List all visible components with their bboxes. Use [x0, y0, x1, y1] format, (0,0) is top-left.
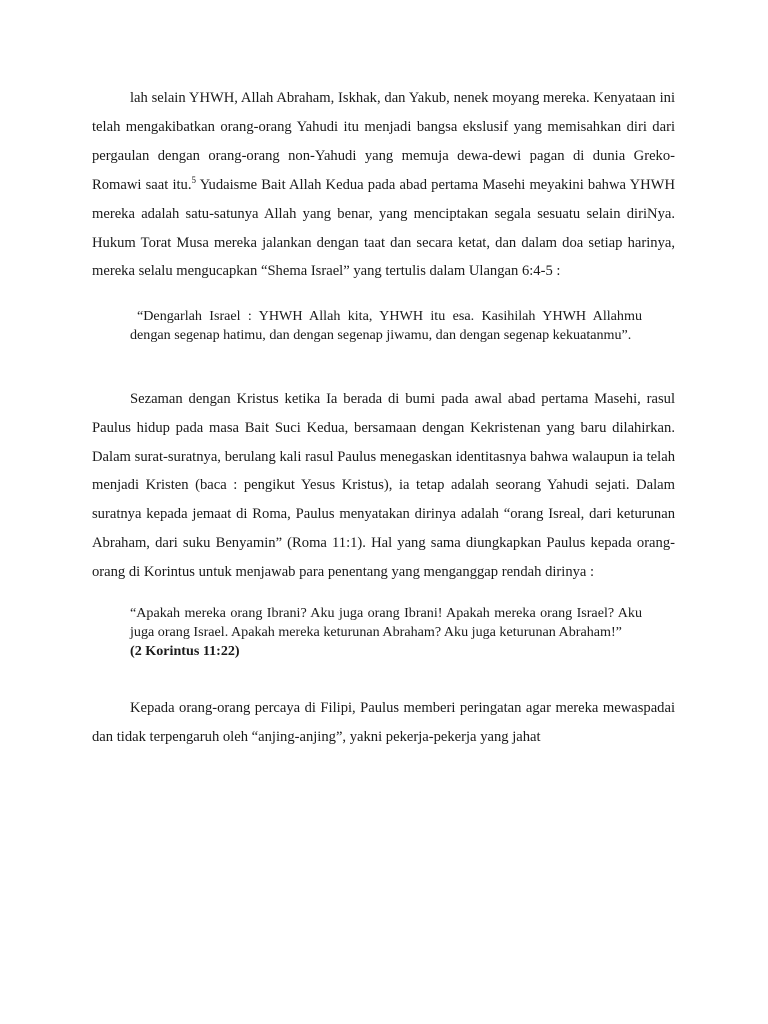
paragraph-1-text-b: Yudaisme Bait Allah Kedua pada abad pertama Masehi meyakini bahwa YHWH mereka adalah satu-satunya Allah yang benar, yang menciptakan segala sesuatu selain diriNya. Hukum Torat Musa mereka jalankan dengan taat dan secara ketat, dan dalam doa setiap harinya, mereka selalu mengucapkan “Shema Israel” yang tertulis dalam Ulangan 6:4-5 :: [92, 176, 675, 280]
body-paragraph-1: [92, 84, 675, 286]
paragraph-1-text-a: lah selain YHWH, Allah Abraham, Iskhak, dan Yakub, nenek moyang mereka. Kenyataan ini telah mengakibatkan orang-orang Yahudi itu menjadi bangsa ekslusif yang memisahkan diri dari pergaulan dengan orang-orang non-Yahudi yang memuja dewa-dewi pagan di dunia Greko-Romawi saat itu.: [92, 90, 675, 193]
quote-reference: (2 Korintus 11:22): [130, 642, 240, 659]
block-quote-korintus: “Apakah mereka orang Ibrani? Aku juga orang Ibrani! Apakah mereka orang Israel? Aku juga orang Israel. Apakah mereka keturunan Abraham? Aku juga keturunan Abraham!”: [130, 605, 642, 640]
block-quote-shema: “Dengarlah Israel : YHWH Allah kita, YHWH itu esa. Kasihilah YHWH Allahmu dengan segenap hatimu, dan dengan segenap jiwamu, dan dengan segenap kekuatanmu”.: [130, 308, 642, 344]
document-page: [92, 84, 675, 752]
body-paragraph-2: Sezaman dengan Kristus ketika Ia berada di bumi pada awal abad pertama Masehi, rasul Paulus hidup pada masa Bait Suci Kedua, bersamaan dengan Kekristenan yang baru dilahirkan. Dalam surat-suratnya, berulang kali rasul Paulus menegaskan identitasnya bahwa walaupun ia telah menjadi Kristen (baca : pengikut Yesus Kristus), ia tetap adalah seorang Yahudi sejati. Dalam suratnya kepada jemaat di Roma, Paulus menyatakan dirinya adalah “orang Isreal, dari keturunan Abraham, dari suku Benyamin” (Roma 11:1). Hal yang sama diungkapkan Paulus kepada orang-orang di Korintus untuk menjawab para penentang yang menganggap rendah dirinya :: [92, 390, 675, 581]
body-paragraph-3: Kepada orang-orang percaya di Filipi, Paulus memberi peringatan agar mereka mewaspadai dan tidak terpengaruh oleh “anjing-anjing”, yakni pekerja-pekerja yang jahat: [92, 700, 675, 746]
footnote-marker[interactable]: 5: [191, 174, 196, 185]
